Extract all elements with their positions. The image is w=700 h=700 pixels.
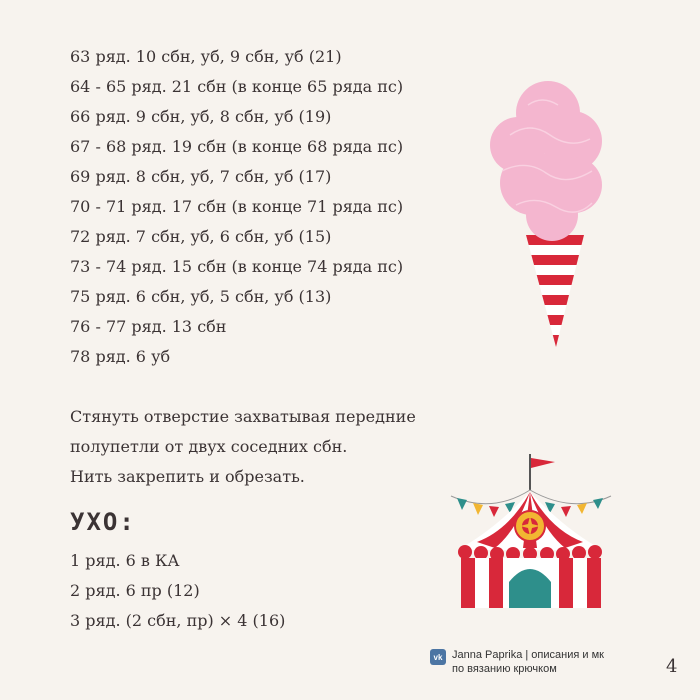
pattern-row: 69 ряд. 8 сбн, уб, 7 сбн, уб (17) [70, 167, 332, 186]
cotton-candy-cone [510, 235, 600, 347]
ear-row: 1 ряд. 6 в КА [70, 551, 180, 570]
pattern-row: 63 ряд. 10 сбн, уб, 9 сбн, уб (21) [70, 47, 342, 66]
pattern-row: 66 ряд. 9 сбн, уб, 8 сбн, уб (19) [70, 107, 332, 126]
pattern-row: 75 ряд. 6 сбн, уб, 5 сбн, уб (13) [70, 287, 332, 306]
footer-author: Janna Paprika | описания и мк [452, 649, 604, 661]
instruction-fasten-thread: Нить закрепить и обрезать. [70, 467, 305, 486]
pattern-row: 72 ряд. 7 сбн, уб, 6 сбн, уб (15) [70, 227, 332, 246]
instruction-close-hole: Стянуть отверстие захватывая передние полупетли от двух соседних сбн. [70, 407, 416, 456]
ear-row: 2 ряд. 6 пр (12) [70, 581, 200, 600]
pattern-row: 76 - 77 ряд. 13 сбн [70, 317, 227, 336]
pattern-rows [70, 42, 403, 372]
flag-icon [531, 458, 555, 468]
page-number: 4 [666, 656, 678, 677]
pattern-row: 73 - 74 ряд. 15 сбн (в конце 74 ряда пс) [70, 257, 404, 276]
vk-icon: vk [430, 649, 446, 665]
pattern-row: 70 - 71 ряд. 17 сбн (в конце 71 ряда пс) [70, 197, 404, 216]
circus-tent-icon [447, 450, 617, 612]
finishing-instructions [70, 402, 450, 492]
cotton-candy-fluff [490, 81, 602, 241]
ear-row: 3 ряд. (2 сбн, пр) × 4 (16) [70, 611, 286, 630]
pattern-row: 67 - 68 ряд. 19 сбн (в конце 68 ряда пс) [70, 137, 404, 156]
footer-subtitle: по вязанию крючком [452, 663, 557, 675]
cotton-candy-icon [470, 75, 610, 355]
ear-rows [70, 546, 285, 636]
ear-heading: УХО: [70, 508, 136, 536]
pattern-row: 64 - 65 ряд. 21 сбн (в конце 65 ряда пс) [70, 77, 404, 96]
pattern-row: 78 ряд. 6 уб [70, 347, 171, 366]
footer-credit [430, 648, 604, 676]
